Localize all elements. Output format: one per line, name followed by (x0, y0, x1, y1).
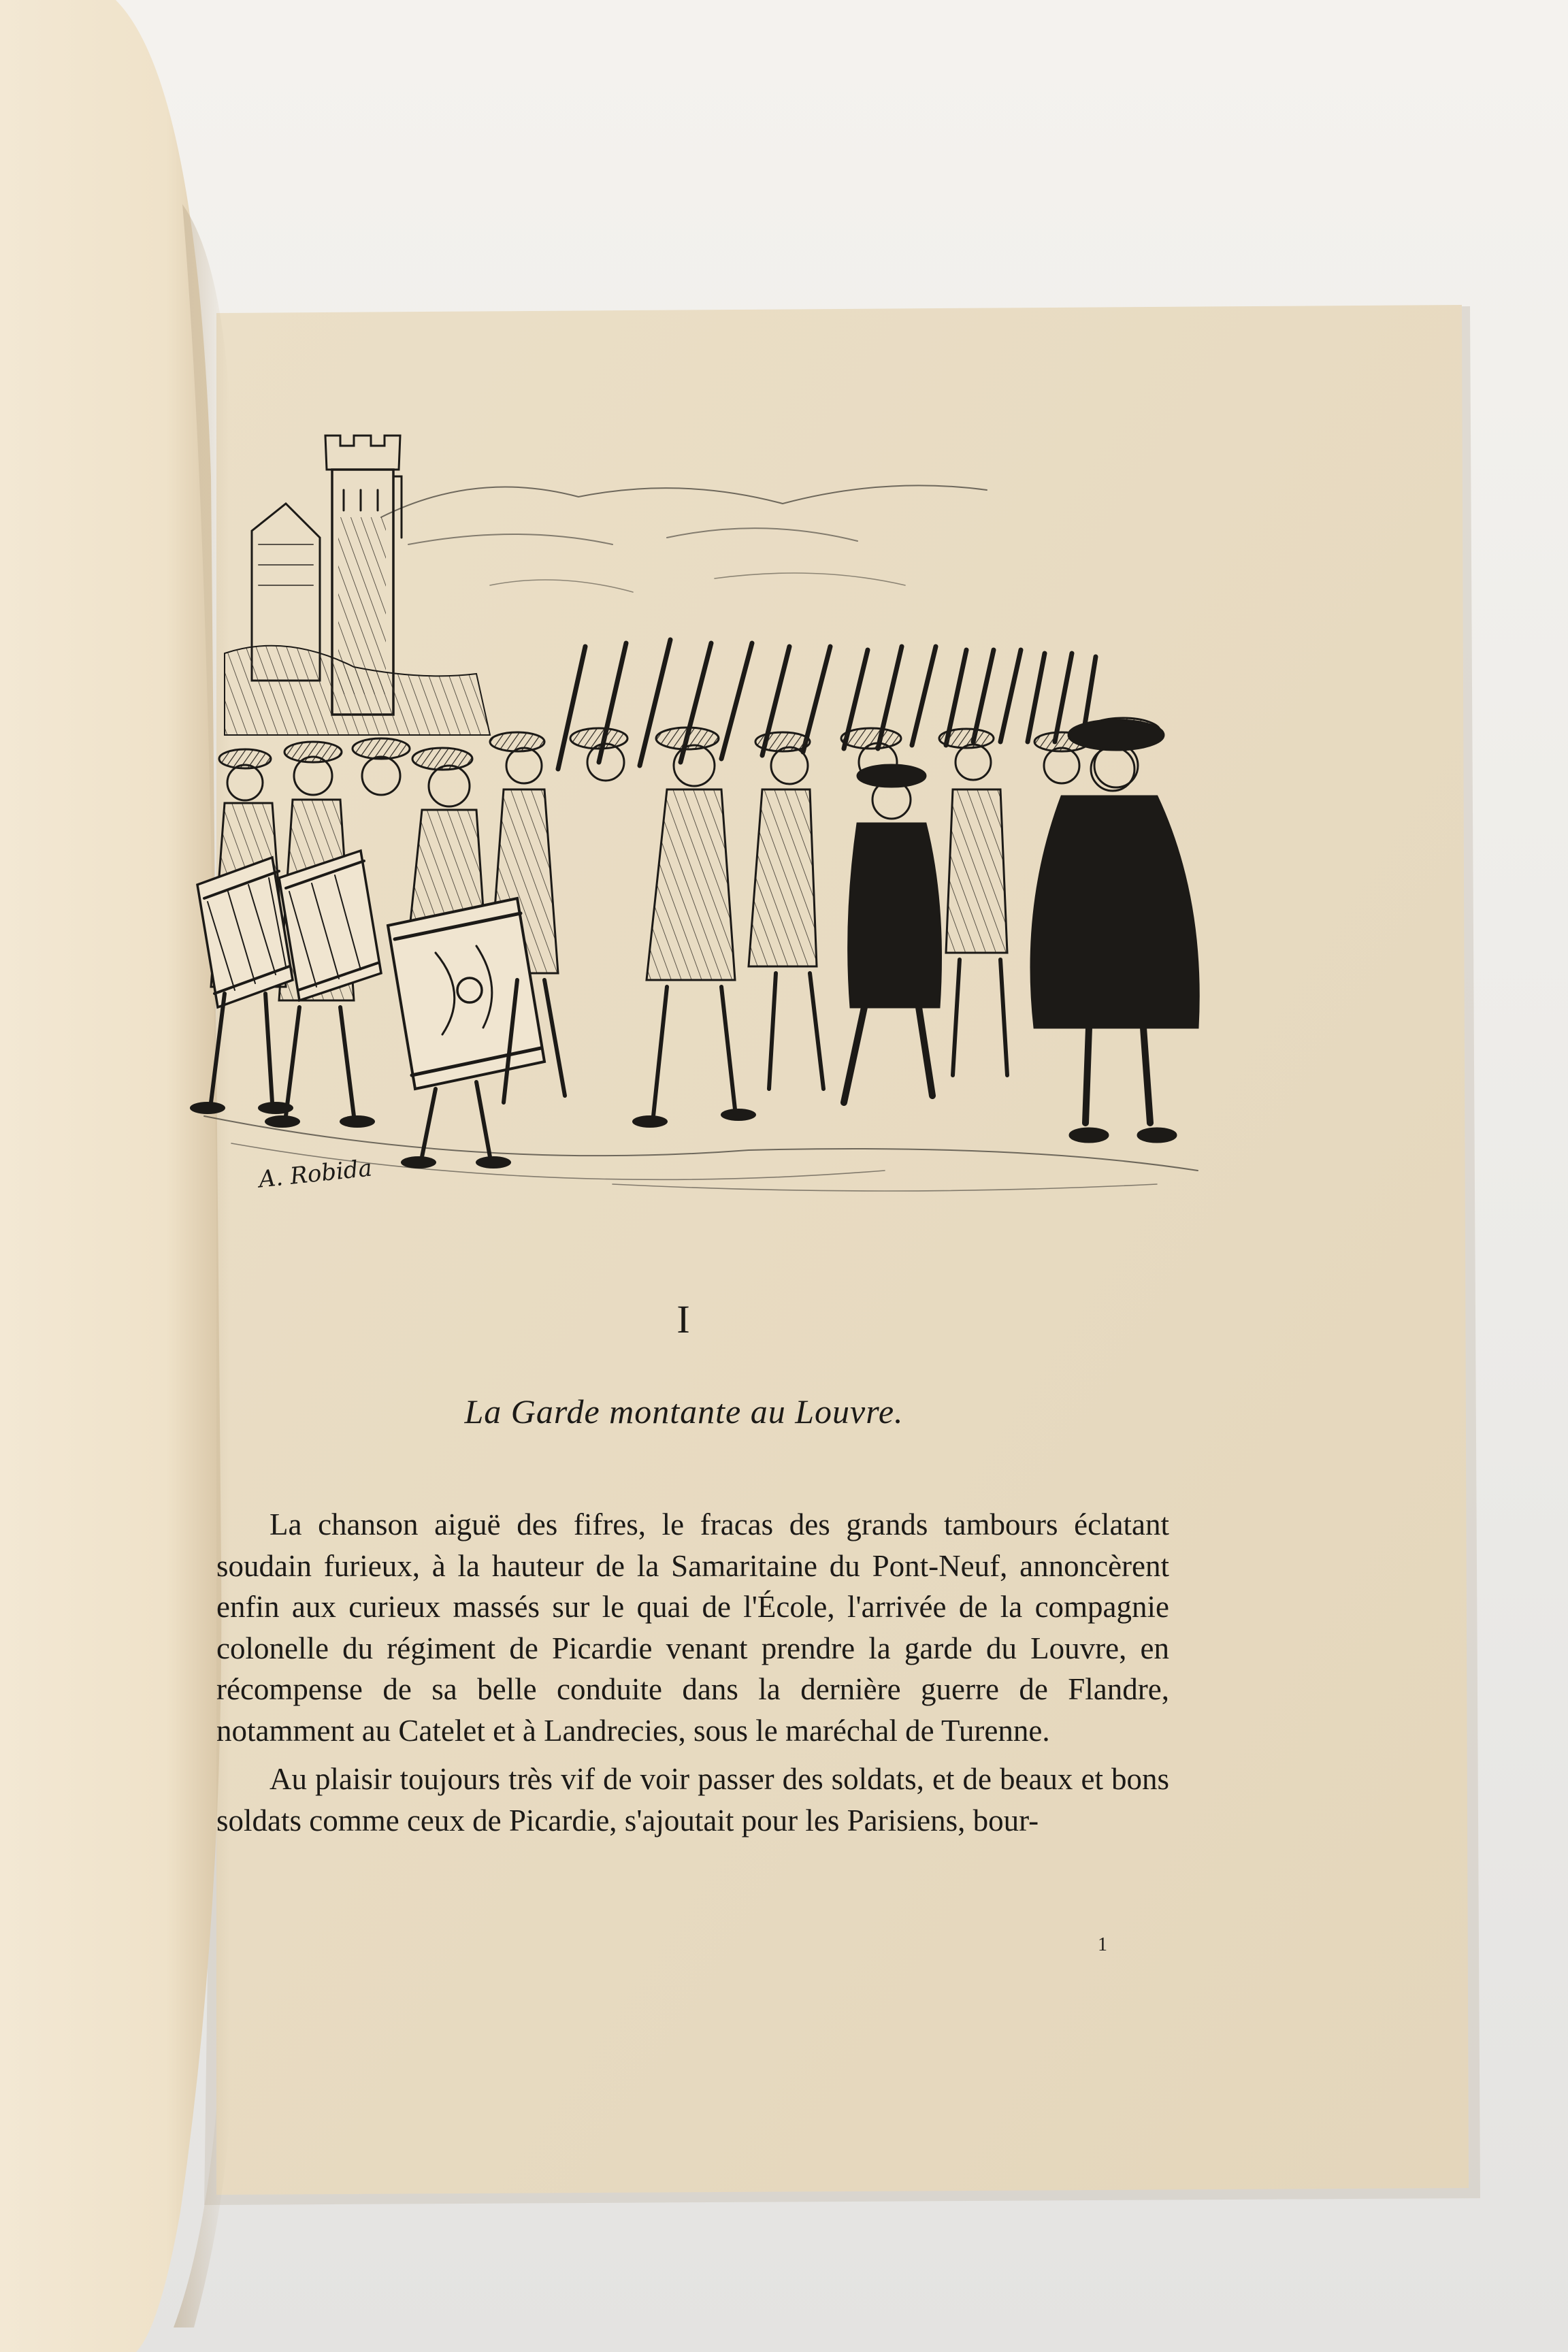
chapter-title: La Garde montante au Louvre. (464, 1392, 904, 1431)
paragraph: Au plaisir toujours très vif de voir passer des soldats, et de beaux et bons soldats comme ceux de Picardie, s'ajoutait pour les Parisiens, bour- (216, 1762, 1169, 1838)
chapter-body (216, 1504, 1169, 1841)
right-page (216, 305, 1469, 2195)
page-number: 1 (1098, 1934, 1107, 1955)
left-page (0, 0, 221, 2352)
chapter-number: I (676, 1297, 691, 1341)
artist-signature: A. Robida (257, 1154, 374, 1194)
paragraph: La chanson aiguë des fifres, le fracas des grands tambours éclatant soudain furieux, à la hauteur de la Samaritaine du Pont-Neuf, annoncèrent enfin aux curieux massés sur le quai de l'École, l'arrivée de la compagnie colonelle du régiment de Picardie venant prendre la garde du Louvre, en récompense de sa belle conduite dans la dernière guerre de Flandre, notamment au Catelet et à Landrecies, sous le maréchal de Turenne. (216, 1507, 1169, 1748)
